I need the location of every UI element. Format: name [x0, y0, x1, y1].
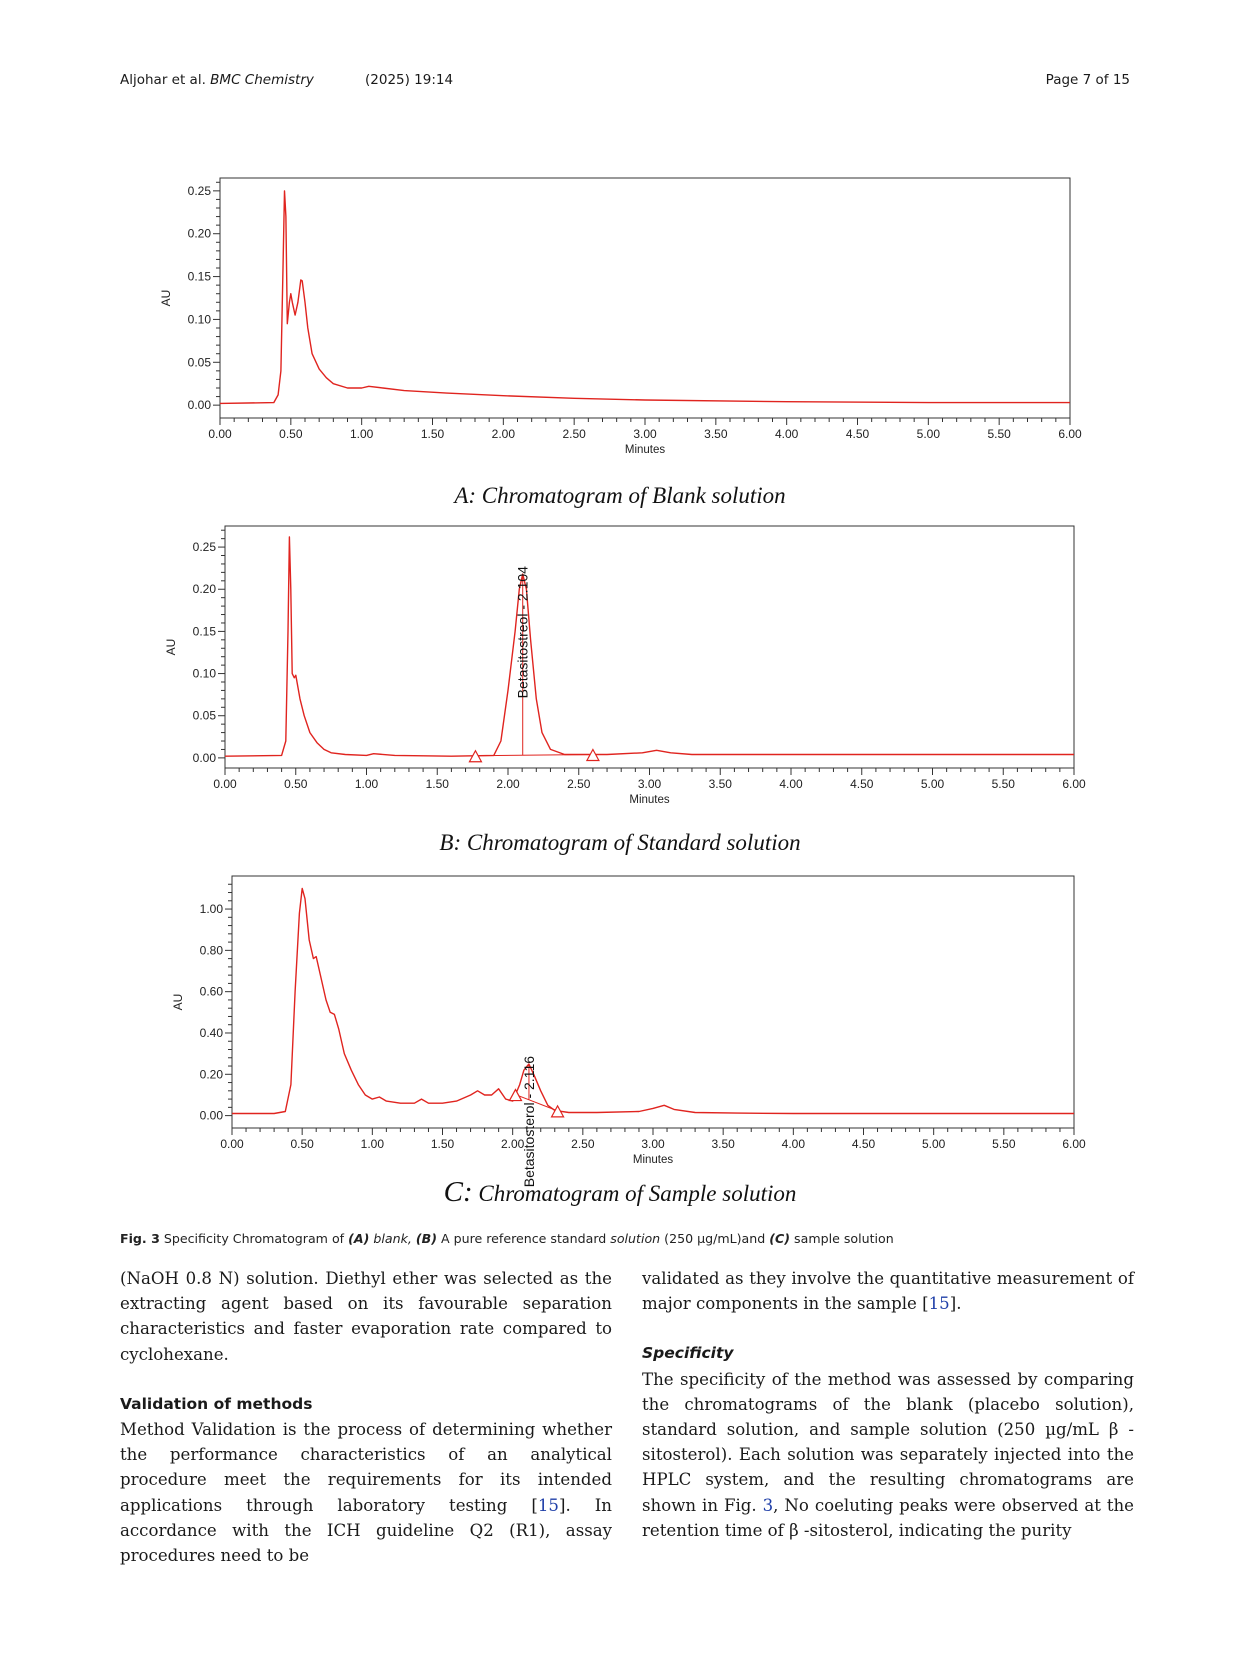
figure-caption: [120, 1231, 894, 1246]
paragraph-text: Method Validation is the process of determining whether the performance characteristics of an analytical procedure meet the requirements for its intended applications through laboratory testing [: [120, 1420, 612, 1515]
y-axis-label: AU: [159, 289, 173, 307]
paragraph: [120, 1417, 612, 1568]
peak-label: Betasitosterol - 2.116: [520, 1055, 537, 1188]
x-tick-label: 5.50: [987, 427, 1011, 441]
figcap-solution: solution: [610, 1231, 661, 1246]
y-tick-label: 0.10: [187, 312, 211, 327]
plot-frame: [225, 526, 1074, 768]
x-tick-label: 4.50: [845, 427, 870, 441]
x-tick-label: 0.50: [290, 1137, 314, 1151]
figcap-c: (C): [769, 1231, 791, 1246]
figure-label: Fig. 3: [120, 1231, 160, 1246]
plot-frame: [232, 876, 1074, 1128]
figcap-text: A pure reference standard: [437, 1231, 611, 1246]
figcap-text: sample solution: [790, 1231, 894, 1246]
x-tick-label: 2.50: [567, 777, 591, 791]
x-tick-label: 0.00: [213, 777, 237, 791]
x-tick-label: 0.00: [208, 427, 232, 441]
paragraph-text: validated as they involve the quantitative measurement of major components in the sample [: [642, 1269, 1134, 1314]
figcap-text: (250 µg/mL)and: [660, 1231, 770, 1246]
y-tick-label: 0.10: [192, 666, 216, 681]
x-tick-label: 2.50: [571, 1137, 595, 1151]
caption-b: B: Chromatogram of Standard solution: [439, 830, 801, 855]
authors: Aljohar et al.: [120, 72, 206, 88]
x-tick-label: 2.00: [491, 427, 516, 441]
x-tick-label: 1.50: [420, 427, 445, 441]
y-tick-label: 0.15: [192, 624, 216, 639]
paragraph-text: ]. In accordance with the ICH guideline Q2 (R1), assay procedures need to be: [120, 1495, 612, 1566]
x-tick-label: 6.00: [1058, 427, 1082, 441]
y-tick-label: 0.60: [199, 984, 223, 999]
x-tick-label: 4.50: [851, 1137, 876, 1151]
x-tick-label: 2.00: [500, 1137, 525, 1151]
x-tick-label: 3.50: [711, 1137, 735, 1151]
y-tick-label: 0.25: [192, 540, 216, 555]
caption-a: A: Chromatogram of Blank solution: [454, 483, 786, 508]
y-axis-label: AU: [164, 638, 178, 656]
y-tick-label: 1.00: [199, 902, 223, 917]
x-axis-label: Minutes: [629, 794, 670, 806]
peak-start-marker: [509, 1090, 521, 1101]
paragraph-text: , No coeluting peaks were observed at the retention time of β -sitosterol, indicating the purity: [642, 1495, 1134, 1540]
figcap-blank: blank,: [373, 1231, 412, 1246]
x-tick-label: 4.00: [779, 777, 803, 791]
x-tick-label: 2.00: [496, 777, 520, 791]
x-tick-label: 4.50: [850, 777, 874, 791]
caption-c-letter: C:: [443, 1176, 473, 1208]
year-volume: (2025) 19:14: [365, 72, 454, 88]
chromatogram-trace: [220, 191, 1070, 404]
chromatogram-trace: [232, 888, 1074, 1113]
x-tick-label: 6.00: [1062, 777, 1086, 791]
y-tick-label: 0.00: [192, 750, 216, 765]
x-tick-label: 3.00: [633, 427, 657, 441]
running-head: [120, 72, 314, 88]
x-tick-label: 4.00: [774, 427, 799, 441]
figcap-text: Specificity Chromatogram of: [159, 1231, 349, 1246]
x-tick-label: 1.00: [354, 777, 379, 791]
x-tick-label: 3.00: [641, 1137, 665, 1151]
subsection-heading: Specificity: [642, 1344, 734, 1363]
y-axis-label: AU: [171, 993, 185, 1011]
caption-c-text: Chromatogram of Sample solution: [478, 1181, 797, 1206]
page-header: [120, 72, 1130, 92]
figcap-b: (B): [415, 1231, 438, 1246]
y-tick-label: 0.20: [187, 226, 211, 241]
right-column: [642, 1266, 1134, 1543]
y-tick-label: 0.05: [192, 708, 216, 723]
left-column: [120, 1266, 612, 1568]
x-tick-label: 5.00: [916, 427, 941, 441]
x-tick-label: 1.00: [360, 1137, 385, 1151]
citation-link[interactable]: 15: [537, 1495, 559, 1515]
x-tick-label: 3.00: [637, 777, 662, 791]
y-tick-label: 0.25: [187, 183, 211, 198]
x-tick-label: 5.50: [992, 1137, 1016, 1151]
x-tick-label: 0.50: [279, 427, 303, 441]
figcap-a: (A): [348, 1231, 370, 1246]
x-tick-label: 3.50: [704, 427, 728, 441]
y-tick-label: 0.00: [187, 398, 211, 413]
journal-name: BMC Chemistry: [210, 72, 314, 88]
figure-link[interactable]: 3: [762, 1495, 774, 1515]
integration-baseline: [475, 755, 592, 756]
x-tick-label: 5.00: [921, 1137, 946, 1151]
x-tick-label: 0.50: [284, 777, 308, 791]
section-heading: Validation of methods: [120, 1394, 313, 1413]
chromatogram-c: [0, 866, 1240, 1188]
x-tick-label: 1.50: [425, 777, 449, 791]
x-tick-label: 5.50: [991, 777, 1015, 791]
caption-c: [0, 1176, 1240, 1209]
x-axis-label: Minutes: [632, 1154, 674, 1166]
paragraph: (NaOH 0.8 N) solution. Diethyl ether was selected as the extracting agent based on its favourable separation characteristics and faster evaporation rate compared to cyclohexane.: [120, 1269, 612, 1364]
chromatogram-trace: [225, 537, 1074, 756]
y-tick-label: 0.00: [199, 1108, 223, 1123]
y-tick-label: 0.15: [187, 269, 211, 284]
x-axis-label: Minutes: [624, 444, 666, 456]
y-tick-label: 0.80: [199, 943, 223, 958]
y-tick-label: 0.40: [199, 1025, 223, 1040]
x-tick-label: 2.50: [562, 427, 586, 441]
y-tick-label: 0.05: [187, 355, 211, 370]
paragraph-text: ].: [949, 1294, 962, 1314]
y-tick-label: 0.20: [192, 582, 216, 597]
x-tick-label: 5.00: [920, 777, 945, 791]
paragraph: [642, 1266, 1134, 1316]
peak-label: Betasitostreol - 2.104: [514, 566, 531, 699]
paragraph-text: The specificity of the method was assessed by comparing the chromatograms of the blank (placebo solution), standard solution, and sample solution (250 µg/mL β -sitosterol). Each solution was separately injected into the HPLC system, and the resulting chromatograms are shown in Fig.: [642, 1369, 1134, 1515]
y-tick-label: 0.20: [199, 1067, 223, 1082]
x-tick-label: 6.00: [1062, 1137, 1086, 1151]
chromatogram-a: [0, 170, 1240, 460]
plot-frame: [220, 178, 1070, 418]
page-number: Page 7 of 15: [1045, 72, 1130, 88]
paragraph: [642, 1367, 1134, 1543]
chromatogram-b: [0, 518, 1240, 818]
x-tick-label: 1.50: [430, 1137, 455, 1151]
x-tick-label: 1.00: [349, 427, 374, 441]
x-tick-label: 3.50: [708, 777, 732, 791]
citation-link[interactable]: 15: [928, 1294, 950, 1314]
x-tick-label: 0.00: [220, 1137, 244, 1151]
x-tick-label: 4.00: [781, 1137, 806, 1151]
